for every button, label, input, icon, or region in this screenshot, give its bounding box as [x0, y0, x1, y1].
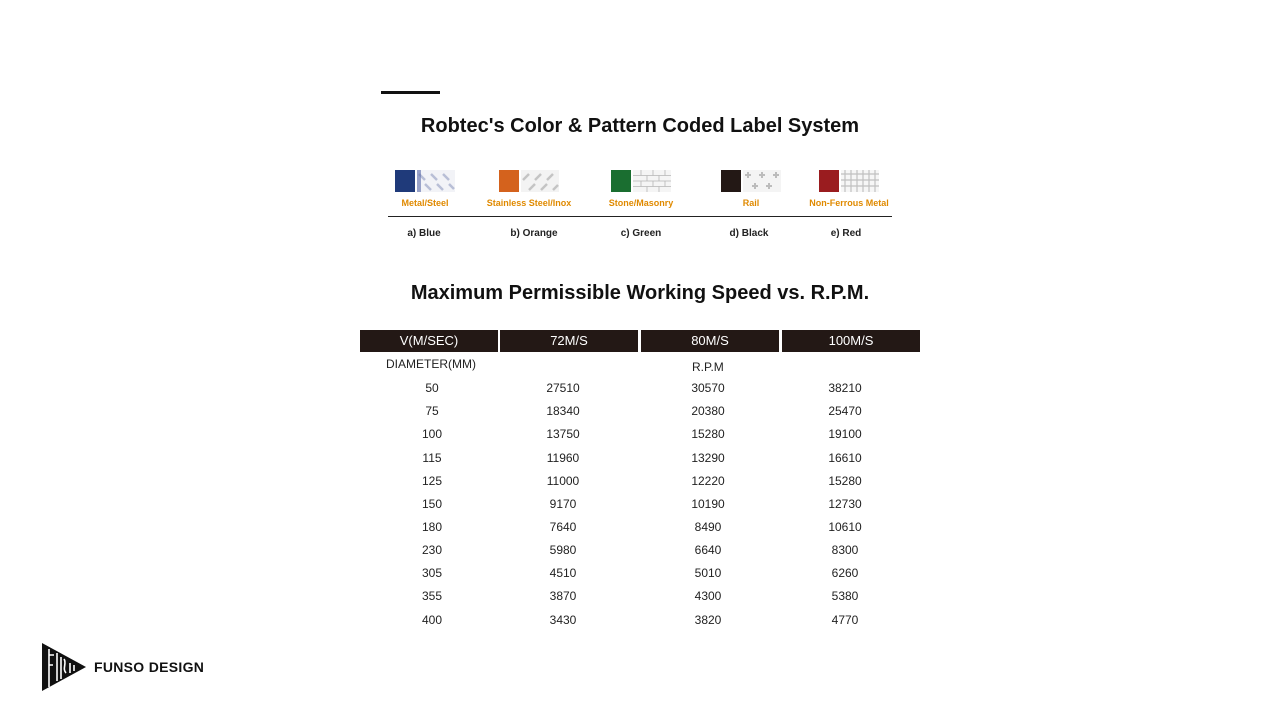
rpm-cell: 4300 [694, 589, 722, 603]
rpm-cell: 10190 [691, 497, 725, 511]
rpm-label: R.P.M [692, 360, 724, 374]
rpm-cell: 25470 [828, 404, 862, 418]
rpm-cell: 9170 [549, 497, 577, 511]
diameter-cell: 355 [421, 589, 443, 603]
funso-logo-icon [42, 643, 86, 691]
label-code: a) Blue [407, 228, 441, 239]
table-header-cell: V(M/SEC) [360, 330, 498, 352]
rpm-cell: 3870 [549, 589, 577, 603]
diameter-label: DIAMETER(MM) [386, 357, 476, 371]
diameter-cell: 115 [422, 451, 442, 465]
label-non-ferrous-metal [794, 170, 904, 208]
label-material: Rail [742, 198, 760, 208]
plus-icon [743, 170, 781, 192]
rpm-cell: 11960 [546, 451, 580, 465]
rpm-cell: 11000 [546, 474, 580, 488]
diameter-cell: 180 [421, 520, 443, 534]
rpm-cell: 4770 [831, 613, 859, 627]
rpm-cell: 5980 [549, 543, 577, 557]
label-system [388, 170, 892, 250]
rpm-cell: 6640 [694, 543, 722, 557]
label-material: Non-Ferrous Metal [809, 198, 889, 208]
rpm-cell: 13290 [691, 451, 725, 465]
labels-divider [388, 216, 892, 217]
label-code: d) Black [729, 228, 769, 239]
rpm-cell: 4510 [549, 566, 577, 580]
rpm-cell: 8490 [694, 520, 722, 534]
rpm-cell: 15280 [691, 427, 725, 441]
rpm-cell: 12220 [691, 474, 725, 488]
diagonal-blue-icon [417, 170, 455, 192]
blue-swatch [395, 170, 415, 192]
rpm-cell: 5380 [831, 589, 859, 603]
rpm-cell: 20380 [691, 404, 725, 418]
rpm-cell: 6260 [831, 566, 859, 580]
label-rail [696, 170, 806, 208]
rpm-cell: 16610 [828, 451, 862, 465]
diameter-cell: 50 [425, 381, 439, 395]
diagonal-grey-icon [521, 170, 559, 192]
label-stainless-steel [474, 170, 584, 208]
rpm-cell: 18340 [546, 404, 580, 418]
label-material: Stainless Steel/Inox [486, 198, 572, 208]
diameter-cell: 230 [421, 543, 443, 557]
diameter-cell: 100 [421, 427, 443, 441]
rpm-cell: 38210 [828, 381, 862, 395]
label-stone-masonry [586, 170, 696, 208]
green-swatch [611, 170, 631, 192]
grid-icon [841, 170, 879, 192]
black-swatch [721, 170, 741, 192]
diameter-cell: 400 [421, 613, 443, 627]
rpm-cell: 15280 [828, 474, 862, 488]
table-header-cell: 100M/S [782, 330, 920, 352]
rpm-cell: 5010 [694, 566, 722, 580]
diameter-cell: 125 [421, 474, 443, 488]
label-code: c) Green [620, 228, 662, 239]
rpm-cell: 10610 [828, 520, 862, 534]
table-header-cell: 72M/S [500, 330, 638, 352]
diameter-cell: 75 [425, 404, 439, 418]
rpm-cell: 13750 [546, 427, 580, 441]
orange-swatch [499, 170, 519, 192]
red-swatch [819, 170, 839, 192]
label-system-title: Robtec's Color & Pattern Coded Label System [420, 115, 860, 137]
speed-table-title: Maximum Permissible Working Speed vs. R.P.M. [410, 282, 870, 304]
rpm-cell: 7640 [549, 520, 577, 534]
brick-icon [633, 170, 671, 192]
rpm-cell: 19100 [828, 427, 862, 441]
label-material: Metal/Steel [401, 198, 449, 208]
table-header-cell: 80M/S [641, 330, 779, 352]
label-metal-steel [370, 170, 480, 208]
rpm-cell: 3820 [694, 613, 722, 627]
brand-name: FUNSO DESIGN [94, 659, 205, 675]
rpm-cell: 3430 [549, 613, 577, 627]
label-code: b) Orange [510, 228, 558, 239]
diameter-cell: 305 [421, 566, 443, 580]
label-code: e) Red [830, 228, 862, 239]
rpm-cell: 30570 [691, 381, 725, 395]
rpm-cell: 8300 [831, 543, 859, 557]
diameter-cell: 150 [421, 497, 443, 511]
accent-bar [381, 91, 440, 94]
rpm-cell: 27510 [546, 381, 580, 395]
label-material: Stone/Masonry [608, 198, 674, 208]
rpm-cell: 12730 [828, 497, 862, 511]
